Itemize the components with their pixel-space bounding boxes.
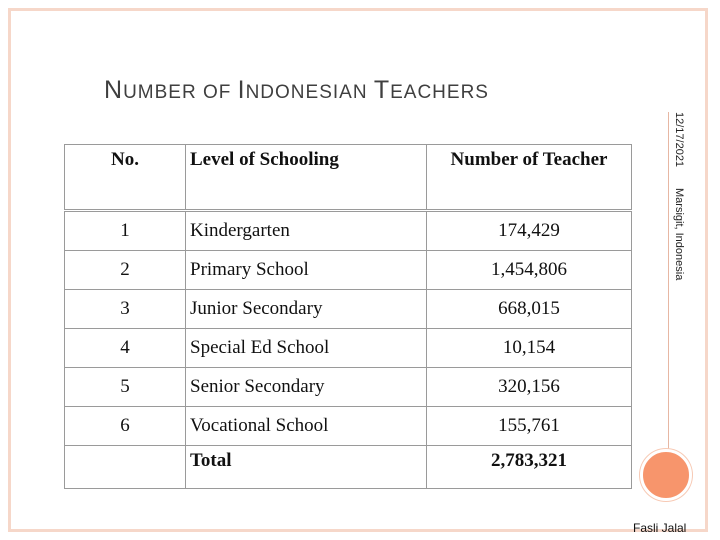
row-count: 10,154: [427, 329, 632, 368]
row-count: 1,454,806: [427, 251, 632, 290]
total-label: Total: [186, 446, 427, 489]
row-no: 2: [65, 251, 186, 290]
table-row: [65, 251, 632, 290]
row-level: Primary School: [186, 251, 427, 290]
side-divider: [668, 112, 669, 492]
row-no: 6: [65, 407, 186, 446]
table-header-row: [65, 145, 632, 211]
header-count: Number of Teacher: [427, 145, 632, 211]
header-no: No.: [65, 145, 186, 211]
side-date: 12/17/2021: [673, 112, 685, 168]
row-level: Senior Secondary: [186, 368, 427, 407]
table-row: [65, 407, 632, 446]
decorative-circle: [640, 449, 692, 501]
row-no: 5: [65, 368, 186, 407]
row-count: 668,015: [427, 290, 632, 329]
teachers-table: [64, 144, 632, 489]
total-row: [65, 446, 632, 489]
footer-author: Fasli Jalal: [633, 521, 687, 535]
row-level: Kindergarten: [186, 211, 427, 251]
row-count: 320,156: [427, 368, 632, 407]
row-level: Special Ed School: [186, 329, 427, 368]
header-level: Level of Schooling: [186, 145, 427, 211]
row-level: Vocational School: [186, 407, 427, 446]
table-row: [65, 290, 632, 329]
table-row: [65, 368, 632, 407]
row-count: 174,429: [427, 211, 632, 251]
total-count: 2,783,321: [427, 446, 632, 489]
table-row: [65, 211, 632, 251]
row-no: 3: [65, 290, 186, 329]
row-no: 4: [65, 329, 186, 368]
row-count: 155,761: [427, 407, 632, 446]
row-level: Junior Secondary: [186, 290, 427, 329]
total-no-empty: [65, 446, 186, 489]
slide-title: NUMBER OF INDONESIAN TEACHERS: [104, 76, 489, 104]
table-row: [65, 329, 632, 368]
row-no: 1: [65, 211, 186, 251]
side-author: Marsigit, Indonesia: [673, 188, 685, 281]
